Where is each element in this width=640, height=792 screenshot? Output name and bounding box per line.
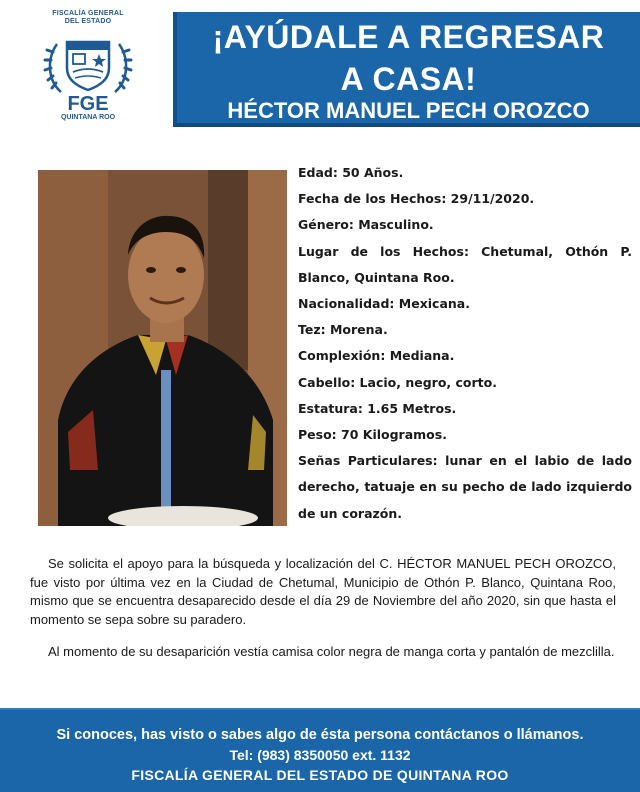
detail-date: Fecha de los Hechos: 29/11/2020.	[298, 191, 535, 207]
contact-appeal: Si conoces, has visto o sabes algo de ésta persona contáctanos o llámanos.	[56, 727, 584, 743]
person-portrait-icon	[38, 170, 287, 526]
search-request-paragraph: Se solicita el apoyo para la búsqueda y localización del C. HÉCTOR MANUEL PECH OROZCO, fue visto por última vez en la Ciudad de Chetumal, Municipio de Othón P. Blanco, Quintana Roo, mismo que se encuentra desaparecido desde el día 29 de Noviembre del año 2020, sin que hasta el momento se sepa sobre su paradero.	[30, 556, 616, 627]
fge-logo	[18, 10, 158, 135]
person-details	[298, 160, 632, 527]
logo-org-line-1: FISCALÍA GENERAL	[52, 10, 124, 17]
missing-person-name: HÉCTOR MANUEL PECH OROZCO	[227, 98, 590, 123]
clothing-paragraph: Al momento de su desaparición vestía camisa color negra de manga corta y pantalón de mezclilla.	[48, 644, 615, 659]
detail-build: Complexión: Mediana.	[298, 348, 455, 364]
headline-line-1: ¡AYÚDALE A REGRESAR	[212, 19, 605, 55]
logo-acronym: FGE	[67, 93, 109, 112]
contact-footer	[0, 708, 640, 792]
detail-complexion-tone: Tez: Morena.	[298, 322, 388, 338]
footer-institution: FISCALÍA GENERAL DEL ESTADO DE QUINTANA ROO	[131, 767, 509, 783]
logo-org-line-2: DEL ESTADO	[64, 18, 112, 25]
detail-gender: Género: Masculino.	[298, 217, 434, 233]
contact-phone[interactable]: Tel: (983) 8350050 ext. 1132	[229, 747, 411, 763]
detail-place: Lugar de los Hechos: Chetumal, Othón P. Blanco, Quintana Roo.	[298, 243, 632, 285]
description-text	[30, 555, 616, 676]
logo-state: QUINTANA ROO	[60, 114, 116, 121]
detail-weight: Peso: 70 Kilogramos.	[298, 427, 447, 443]
detail-age: Edad: 50 Años.	[298, 165, 404, 180]
headline-line-2: A CASA!	[340, 61, 477, 97]
headline-banner	[173, 12, 640, 127]
detail-nationality: Nacionalidad: Mexicana.	[298, 296, 470, 312]
detail-height: Estatura: 1.65 Metros.	[298, 400, 457, 416]
fge-seal-icon	[43, 28, 133, 112]
missing-person-photo	[38, 170, 287, 526]
detail-distinguishing-marks: Señas Particulares: lunar en el labio de lado derecho, tatuaje en su pecho de lado izquierdo de un corazón.	[298, 453, 632, 521]
detail-hair: Cabello: Lacio, negro, corto.	[298, 374, 497, 390]
